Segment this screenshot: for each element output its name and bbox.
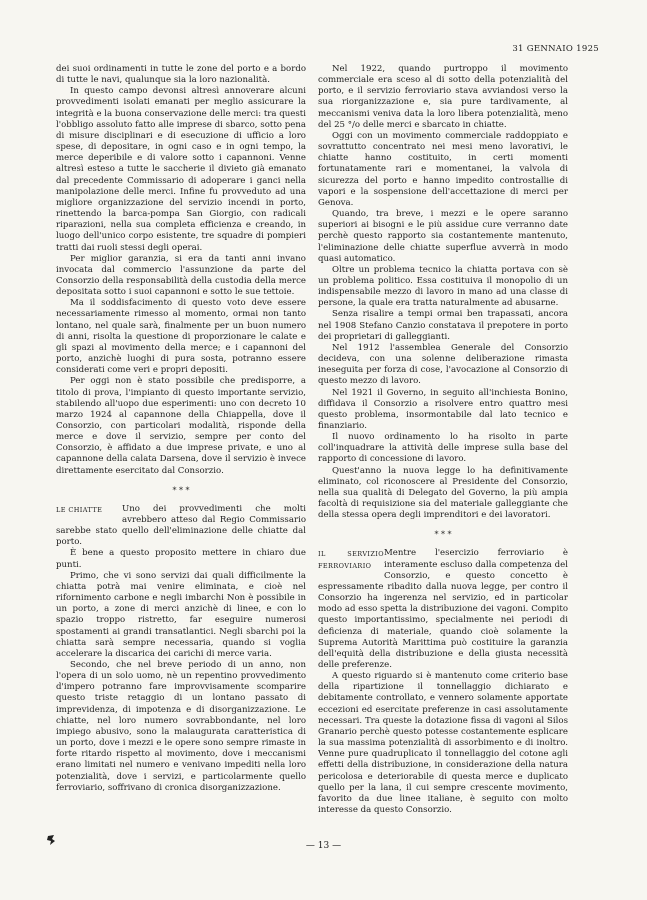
paragraph: Ma il soddisfacimento di questo voto deve essere necessariamente rimesso al momento, ormai non tanto lontano, nel quale sarà, finalmente per un buon numero di anni, risolta la questione di proporzionare le calate e gli spazi al movimento della merce; e i capannoni del porto, anzichè luoghi di pura sosta, potranno essere considerati come veri e propri depositi.	[56, 298, 306, 376]
paragraph: È bene a questo proposito mettere in chiaro due punti.	[56, 548, 306, 570]
paragraph: Oltre un problema tecnico la chiatta portava con sè un problema politico. Essa costituiva il monopolio di un indispensabile mezzo di lavoro in mano ad una classe di persone, la quale era tratta naturalmente ad abusarne.	[318, 264, 568, 309]
paragraph: Primo, che vi sono servizi dai quali difficilmente la chiatta potrà mai venire eliminata, e cioè nel rifornimento carbone e negli imbarchi Non è possibile in un porto, a zone di merci anzichè di linee, e con lo spazio troppo ristretto, far eseguire numerosi spostamenti ai grandi transatlantici. Negli sbarchi poi la chiatta sarà sempre necessaria, quando si voglia accelerare la discarica dei carichi di merce varia.	[56, 570, 306, 659]
paragraph: A questo riguardo si è mantenuto come criterio base della ripartizione il tonnellaggio dichiarato e debitamente controllato, e vennero solamente apportate eccezioni ed esercitate preferenze in casi assolutamente necessari. Tra queste la dotazione fissa di vagoni al Silos Granario perchè questo potesse costantemente esplicare la sua massima potenzialità di assorbimento e di inoltro. Venne pure quadruplicato il tonnellaggio del cotone agli effetti della distribuzione, in considerazione della natura pericolosa e deteriorabile di questa merce e duplicato quello per la lana, il cui sempre crescente movimento, favorito da due linee italiane, è seguito con molto interesse da questo Consorzio.	[318, 671, 568, 815]
paragraph: Quando, tra breve, i mezzi e le opere saranno superiori ai bisogni e le più assidue cure verranno date perchè questo rapporto sia costantemente mantenuto, l'eliminazione delle chiatte superflue avverrà in modo quasi automatico.	[318, 209, 568, 264]
paragraph: Nel 1912 l'assemblea Generale del Consorzio decideva, con una solenne deliberazione rimasta ineseguita per forza di cose, l'avocazione al Consorzio di questo mezzo di lavoro.	[318, 342, 568, 387]
left-column	[56, 64, 306, 794]
section-le-chiatte	[56, 504, 306, 794]
paragraph: Il nuovo ordinamento lo ha risolto in parte coll'inquadrare la attività delle imprese sulla base del rapporto di concessione di lavoro.	[318, 432, 568, 465]
paragraph: Per miglior garanzia, si era da tanti anni invano invocata dal commercio l'assunzione da parte del Consorzio della responsabilità della custodia della merce depositata sotto i suoi capannoni e sotto le sue tettoie.	[56, 253, 306, 298]
paragraph: Quest'anno la nuova legge lo ha definitivamente eliminato, col riconoscere al Presidente del Consorzio, nella sua qualità di Delegato del Governo, la più ampia facoltà di requisizione sia del materiale galleggiante che della stessa opera degli imprenditori e dei lavoratori.	[318, 465, 568, 521]
section-separator: * * *	[434, 530, 452, 540]
section-separator: * * *	[172, 485, 190, 495]
page-number: — 13 —	[305, 841, 342, 851]
section-label: IL SERVIZIO FERROVIARIO	[318, 550, 384, 570]
section-servizio-ferroviario	[318, 548, 568, 816]
right-column	[318, 64, 568, 816]
paragraph: Uno dei provvedimenti che molti avrebbero atteso dal Regio Commissario sarebbe stato quello dell'eliminazione delle chiatte dal porto.	[56, 503, 306, 548]
page-header-date: 31 GENNAIO 1925	[512, 44, 599, 54]
paragraph: dei suoi ordinamenti in tutte le zone del porto e a bordo di tutte le navi, qualunque sia la loro nazionalità.	[56, 64, 306, 86]
paragraph: Nel 1922, quando purtroppo il movimento commerciale era sceso al di sotto della potenzialità del porto, e il servizio ferroviario stava avviandosi verso la sua riorganizzazione e, sia pure tardivamente, al meccanismi veniva data la loro libera potenzialità, meno del 25 °/o delle merci e sbarcato in chiatte.	[318, 64, 568, 130]
paragraph: In questo campo devonsi altresì annoverare alcuni provvedimenti isolati emanati per meglio assicurare la integrità e la buona conservazione delle merci: tra questi l'obbligo assoluto fatto alle imprese di sbarco, sotto pena di misure disciplinari e di esecuzione di ufficio a loro spese, di depositare, in ogni caso e in ogni tempo, la merce deperibile e di valore sotto i capannoni. Venne altresì esteso a tutte le saccherie il divieto già emanato dal precedente Commissario di adoperare i ganci nella manipolazione delle merci. Infine fu provveduto ad una migliore organizzazione del servizio incendi in porto, rinettendo la barca-pompa San Giorgio, con radicali riparazioni, nella sua completa efficienza e creando, in luogo dell'unico corpo esistente, tre squadre di pompieri tratti dai ruoli stessi degli operai.	[56, 86, 306, 253]
paragraph: Senza risalire a tempi ormai ben trapassati, ancora nel 1908 Stefano Canzio constatava il prepotere in porto dei proprietari di galleggianti.	[318, 309, 568, 342]
paragraph: Nel 1921 il Governo, in seguito all'inchiesta Bonino, diffidava il Consorzio a risolvere entro quattro mesi questo problema, insormontabile dal lato tecnico e finanziario.	[318, 387, 568, 431]
paragraph: Secondo, che nel breve periodo di un anno, non l'opera di un solo uomo, nè un repentino provvedimento d'impero potranno fare improvvisamente scomparire questo triste retaggio di un lontano passato di imprevidenza, di impotenza e di disorganizzazione. Le chiatte, nel loro numero sovrabbondante, nel loro impiego abusivo, sono la malaugurata caratteristica di un porto, dove i mezzi e le opere sono sempre rimaste in forte ritardo rispetto al movimento, dove i meccanismi erano limitati nel numero e venivano impediti nella loro potenzialità, dove i servizi, e particolarmente quello ferroviario, soffrivano di cronica disorganizzazione.	[56, 659, 306, 793]
paragraph: Mentre l'esercizio ferroviario è interamente escluso dalla competenza del Consorzio, e questo concetto è espressamente ribadito dalla nuova legge, per contro il Consorzio ha ingerenza nel servizio, ed in particolar modo ad esso spetta la distribuzione dei vagoni. Compito questo importantissimo, specialmente nei periodi di deficienza di materiale, quando cioè solamente la Suprema Autorità Marittima può costituire la garanzia dell'equità della distribuzione e della giusta necessità delle preferenze.	[318, 548, 568, 670]
section-label: LE CHIATTE	[56, 505, 103, 514]
paragraph: Oggi con un movimento commerciale raddoppiato e sovrattutto concentrato nei mesi meno lavorativi, le chiatte hanno costituito, in certi momenti fortunatamente rari e momentanei, la valvola di sicurezza del porto e hanno impedito controstallie di vapori e la sospensione dell'accettazione di merci per Genova.	[318, 130, 568, 208]
paragraph: Per oggi non è stato possibile che predisporre, a titolo di prova, l'impianto di questo importante servizio, stabilendo all'uopo due esperimenti: uno con decreto 10 marzo 1924 al capannone della Chiappella, dove il Consorzio, con particolari modalità, risponde della merce e dove il servizio, sempre per conto del Consorzio, è affidato a due imprese private, e uno al capannone della calata Darsena, dove il servizio è invece direttamente esercitato dal Consorzio.	[56, 376, 306, 476]
